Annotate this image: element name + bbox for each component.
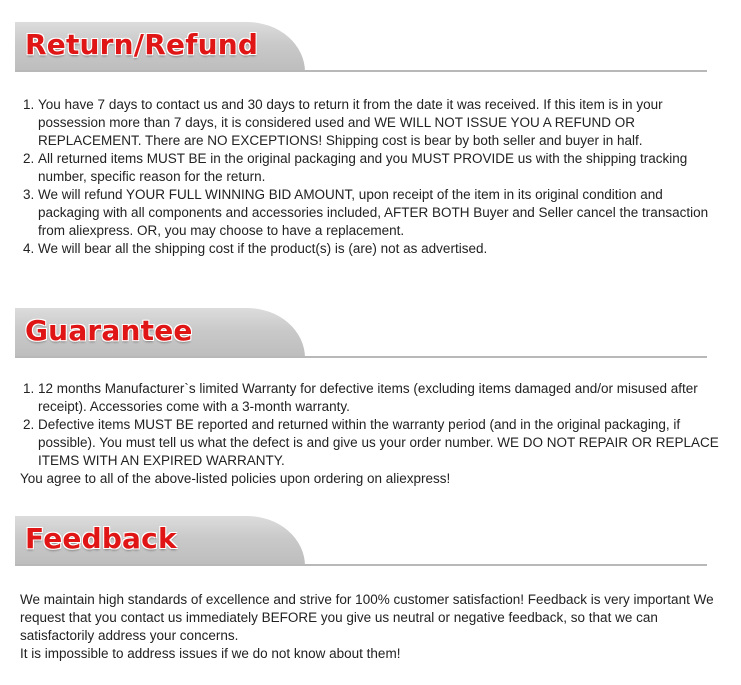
section-title: Guarantee xyxy=(25,314,193,347)
feedback-body xyxy=(20,591,720,663)
list-item: 2. All returned items MUST BE in the original packaging and you MUST PROVIDE us with the shipping tracking number, specific reason for the return. xyxy=(38,150,720,186)
feedback-header xyxy=(15,516,707,566)
header-divider xyxy=(15,564,707,566)
list-item: 1. You have 7 days to contact us and 30 days to return it from the date it was received. If this item is in your possession more than 7 days, it is considered used and WE WILL NOT ISSUE YOU A REFUND OR REPLACEMENT. There are NO EXCEPTIONS! Shipping cost is bear by both seller and buyer in half. xyxy=(38,96,720,150)
section-title: Return/Refund xyxy=(25,28,259,61)
return-refund-body xyxy=(20,96,720,258)
feedback-paragraph: We maintain high standards of excellence and strive for 100% customer satisfaction! Feedback is very important We request that you contact us immediately BEFORE you give us neutral or negative feedback, so that we can satisfactorily address your concerns. xyxy=(20,592,714,643)
policy-agreement-note: You agree to all of the above-listed policies upon ordering on aliexpress! xyxy=(20,471,451,486)
feedback-note: It is impossible to address issues if we do not know about them! xyxy=(20,646,401,661)
list-item: 1. 12 months Manufacturer`s limited Warranty for defective items (excluding items damaged and/or misused after receipt). Accessories come with a 3-month warranty. xyxy=(38,380,720,416)
list-item: 3. We will refund YOUR FULL WINNING BID AMOUNT, upon receipt of the item in its original condition and packaging with all components and accessories included, AFTER BOTH Buyer and Seller cancel the transaction from aliexpress. OR, you may choose to have a replacement. xyxy=(38,186,720,240)
header-divider xyxy=(15,70,707,72)
section-title: Feedback xyxy=(25,522,177,555)
return-refund-list xyxy=(20,96,720,258)
guarantee-header xyxy=(15,308,707,358)
list-item: 4. We will bear all the shipping cost if the product(s) is (are) not as advertised. xyxy=(38,240,720,258)
guarantee-body xyxy=(20,380,720,488)
return-refund-header xyxy=(15,22,707,72)
guarantee-list xyxy=(20,380,720,470)
header-divider xyxy=(15,356,707,358)
list-item: 2. Defective items MUST BE reported and returned within the warranty period (and in the original packaging, if possible). You must tell us what the defect is and give us your order number. WE DO NOT REPAIR OR REPLACE ITEMS WITH AN EXPIRED WARRANTY. xyxy=(38,416,720,470)
